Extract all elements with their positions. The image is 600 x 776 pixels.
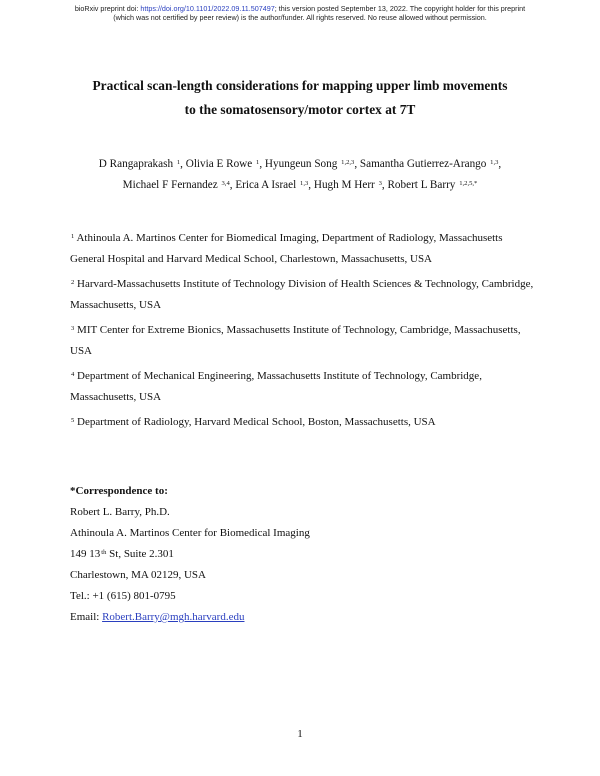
- correspondence-city: Charlestown, MA 02129, USA: [70, 569, 206, 581]
- author-affiliation-sup: 1,3: [300, 180, 309, 187]
- affiliation-item: [70, 228, 540, 270]
- affiliation-item: [70, 320, 540, 362]
- correspondence-block: [70, 481, 540, 628]
- address-rest: St, Suite 2.301: [106, 548, 174, 560]
- correspondence-address: [70, 544, 540, 565]
- banner-line-2: (which was not certified by peer review) is the author/funder. All rights reserved. No reuse allowed without permission.: [113, 13, 487, 22]
- author-line-2: Michael F Fernandez $^{3,4}$, Erica A Israel $^{1,3}$, Hugh M Herr $^3$, Robert L Barry $^{1,2,5,*}$: [122, 179, 478, 191]
- banner-suffix: ; this version posted September 13, 2022. The copyright holder for this preprint: [274, 4, 526, 13]
- correspondence-tel: Tel.: +1 (615) 801-0795: [70, 590, 176, 602]
- author-affiliation-sup: 1: [256, 159, 260, 166]
- correspondence-institution: Athinoula A. Martinos Center for Biomedical Imaging: [70, 527, 310, 539]
- affiliation-text: Department of Mechanical Engineering, Massachusetts Institute of Technology, Cambridge, Massachusetts, USA: [70, 370, 482, 403]
- email-link[interactable]: Robert.Barry@mgh.harvard.edu: [102, 611, 245, 623]
- author-name: Michael F Fernandez: [122, 179, 218, 191]
- correspondence-name: Robert L. Barry, Ph.D.: [70, 506, 170, 518]
- address-number: 149 13: [70, 548, 101, 560]
- author-name: Olivia E Rowe: [185, 158, 253, 170]
- banner-line-1: [0, 4, 600, 13]
- title-line-1: Practical scan-length considerations for mapping upper limb movements: [92, 78, 508, 93]
- affiliation-item: [70, 366, 540, 408]
- paper-title: [40, 74, 560, 122]
- author-name: Erica A Israel: [235, 179, 297, 191]
- affiliation-number: 1: [71, 233, 75, 240]
- affiliation-text: Athinoula A. Martinos Center for Biomedical Imaging, Department of Radiology, Massachusetts General Hospital and Harvard Medical School, Charlestown, Massachusetts, USA: [70, 232, 503, 265]
- correspondence-heading: *Correspondence to:: [70, 485, 168, 497]
- author-affiliation-sup: 1,2,3: [341, 159, 355, 166]
- banner-prefix: bioRxiv preprint doi:: [74, 4, 141, 13]
- author-line-1: D Rangaprakash $^1$, Olivia E Rowe $^1$, Hyungeun Song $^{1,2,3}$, Samantha Gutierrez-Arango $^{1,3}$,: [98, 158, 502, 170]
- affiliation-list: [70, 228, 540, 437]
- affiliation-text: Department of Radiology, Harvard Medical School, Boston, Massachusetts, USA: [77, 416, 436, 428]
- affiliation-number: 2: [71, 279, 75, 286]
- author-name: Hyungeun Song: [264, 158, 338, 170]
- author-affiliation-sup: 1,3: [490, 159, 499, 166]
- author-affiliation-sup: 1,2,5,*: [459, 180, 478, 187]
- title-line-2: to the somatosensory/motor cortex at 7T: [184, 102, 416, 117]
- author-list: [40, 154, 560, 196]
- address-ordinal-sup: th: [101, 549, 107, 556]
- author-affiliation-sup: 3,4: [221, 180, 230, 187]
- author-affiliation-sup: 3: [378, 180, 382, 187]
- affiliation-number: 4: [71, 371, 75, 378]
- preprint-banner: [0, 4, 600, 22]
- author-affiliation-sup: 1: [176, 159, 181, 166]
- affiliation-item: [70, 274, 540, 316]
- author-name: Samantha Gutierrez-Arango: [359, 158, 487, 170]
- correspondence-email-row: [70, 607, 540, 628]
- affiliation-text: MIT Center for Extreme Bionics, Massachusetts Institute of Technology, Cambridge, Massachusetts, USA: [70, 324, 521, 357]
- author-name: Hugh M Herr: [313, 179, 375, 191]
- page-number: 1: [297, 728, 303, 740]
- email-label: Email:: [70, 611, 103, 623]
- author-name: Robert L Barry: [387, 179, 456, 191]
- affiliation-text: Harvard-Massachusetts Institute of Technology Division of Health Sciences & Technology, Cambridge, Massachusetts, USA: [70, 278, 534, 311]
- author-name: D Rangaprakash: [98, 158, 174, 170]
- affiliation-item: [70, 412, 540, 433]
- affiliation-number: 5: [71, 417, 75, 424]
- doi-link[interactable]: https://doi.org/10.1101/2022.09.11.507497: [140, 4, 275, 13]
- affiliation-number: 3: [71, 325, 75, 332]
